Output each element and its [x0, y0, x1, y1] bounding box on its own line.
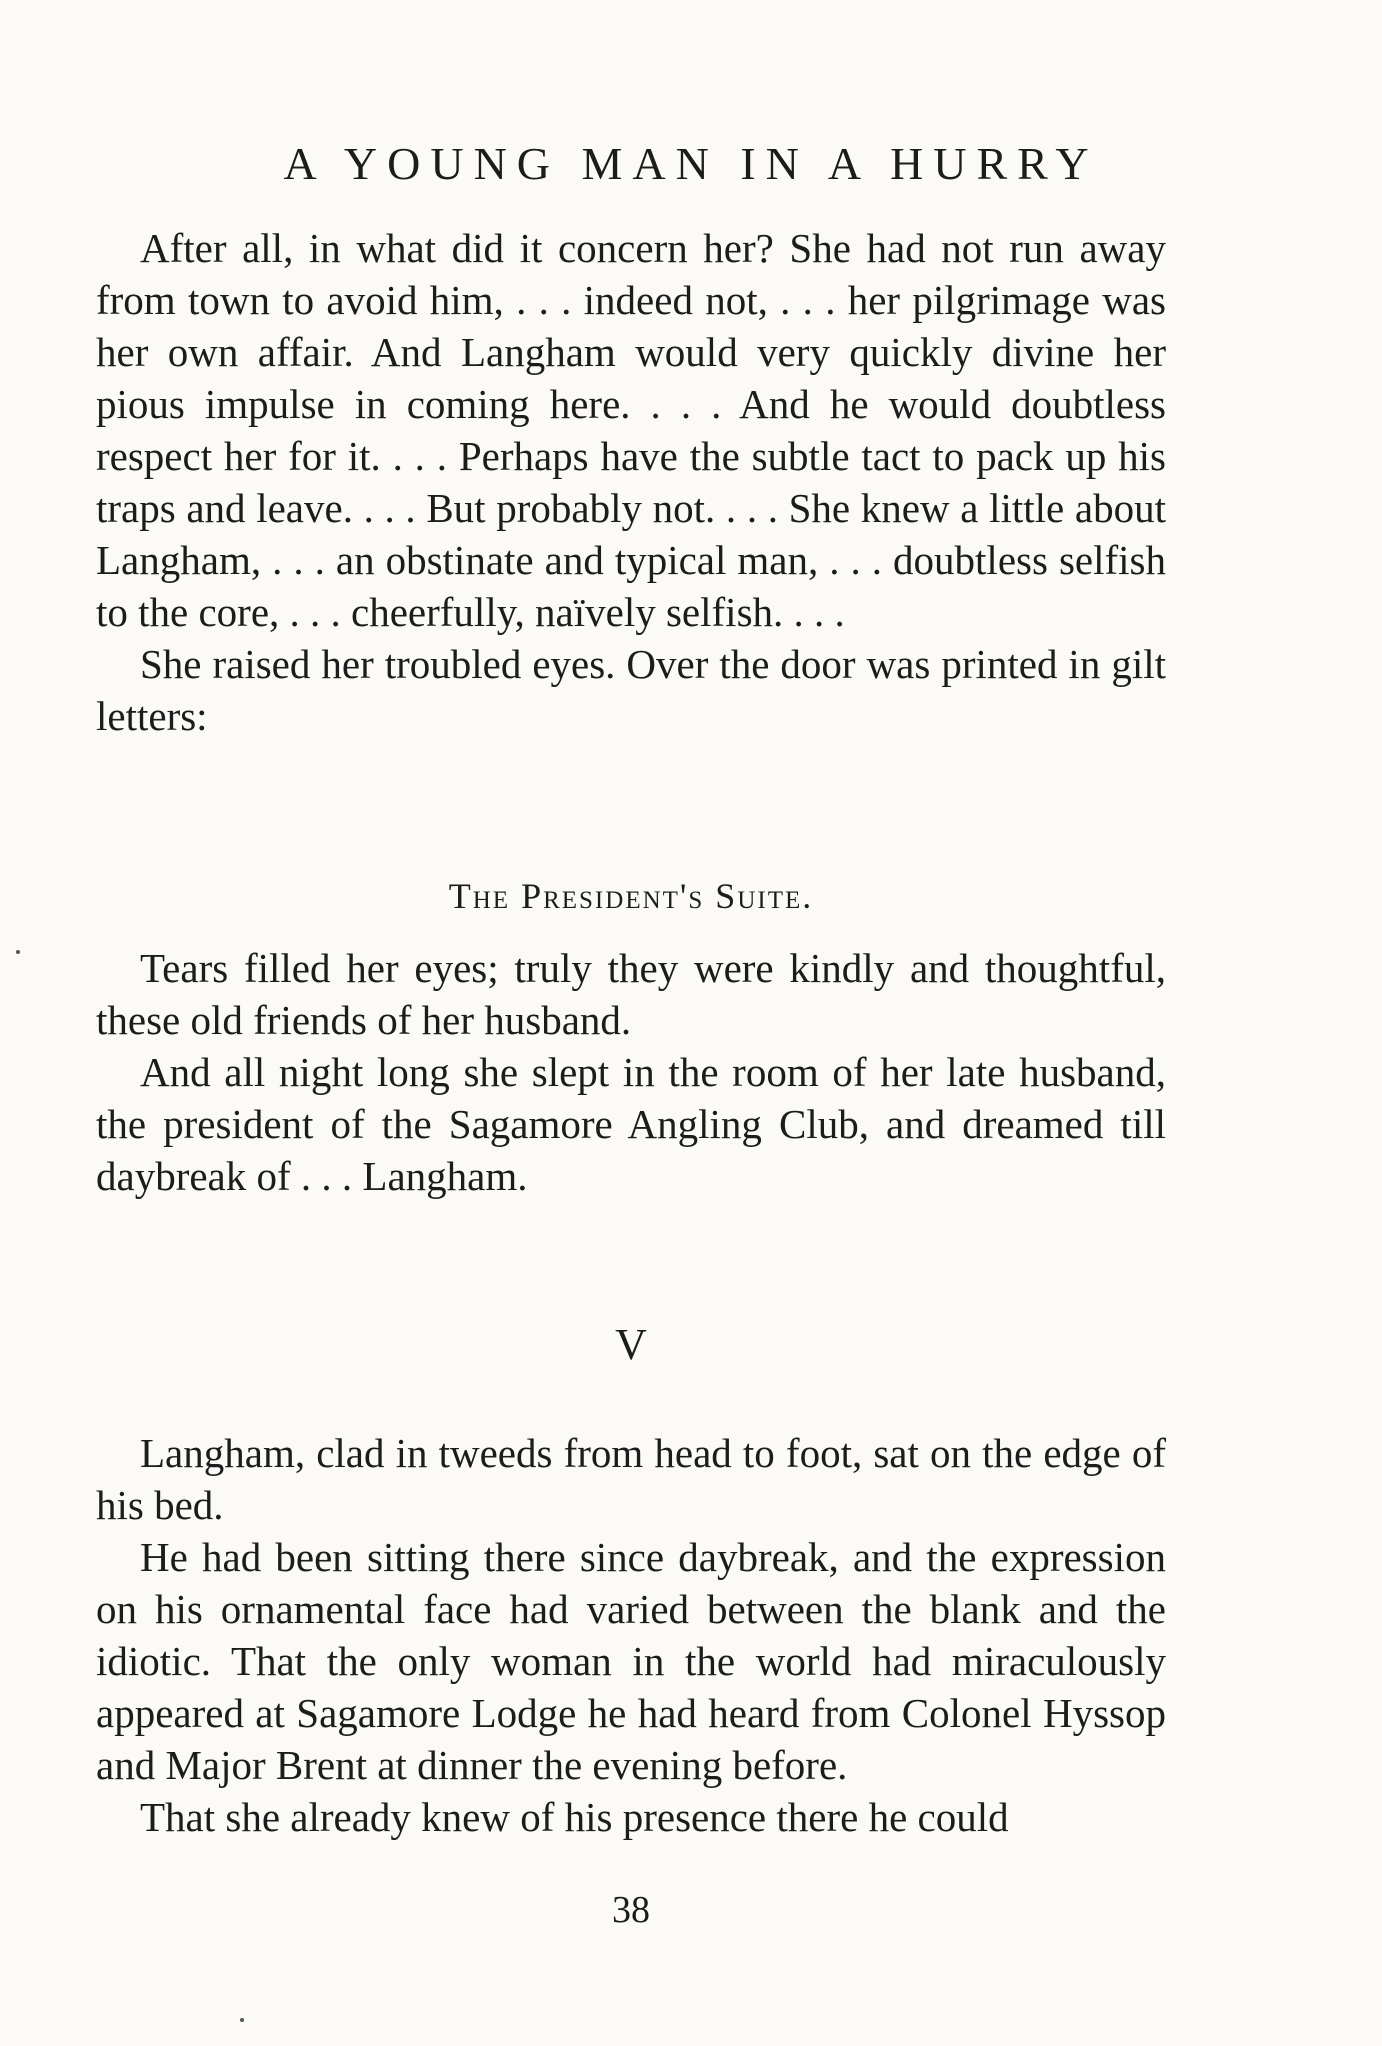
chapter-heading: V — [615, 1320, 647, 1369]
text-block-chapter-five — [96, 1427, 1166, 1843]
page-number: 38 — [612, 1889, 650, 1931]
paragraph: He had been sitting there since daybreak, and the expression on his ornamental face had varied between the blank and the idiotic. That the only woman in the world had miraculously appeared at Sagamore Lodge he had heard from Colonel Hyssop and Major Brent at dinner the evening before. — [96, 1534, 1166, 1788]
paragraph-last-line: That she already knew of his presence there he could — [140, 1794, 1009, 1840]
paragraph: Langham, clad in tweeds from head to foot, sat on the edge of his bed. — [96, 1430, 1166, 1528]
print-speck — [16, 950, 20, 954]
door-notice: The President's Suite. — [448, 876, 814, 916]
text-block-after-notice — [96, 942, 1166, 1202]
running-head: A YOUNG MAN IN A HURRY — [283, 138, 1099, 189]
paragraph: She raised her troubled eyes. Over the door was printed in gilt letters: — [96, 641, 1166, 739]
paragraph: After all, in what did it concern her? She had not run away from town to avoid him, . . . indeed not, . . . her pilgrimage was her own affair. And Langham would very quickly divine her pious impulse in coming here. . . . And he would doubtless respect her for it. . . . Perhaps have the subtle tact to pack up his traps and leave. . . . But probably not. . . . She knew a little about Langham, . . . an obstinate and typical man, . . . doubtless selfish to the core, . . . cheerfully, naïvely selfish. . . . — [96, 225, 1166, 635]
paragraph: Tears filled her eyes; truly they were kindly and thoughtful, these old friends of her husband. — [96, 945, 1166, 1043]
text-block-before-notice — [96, 222, 1166, 742]
print-speck — [240, 2018, 244, 2022]
paragraph: And all night long she slept in the room of her late husband, the president of the Sagamore Angling Club, and dreamed till daybreak of . . . Langham. — [96, 1049, 1166, 1199]
